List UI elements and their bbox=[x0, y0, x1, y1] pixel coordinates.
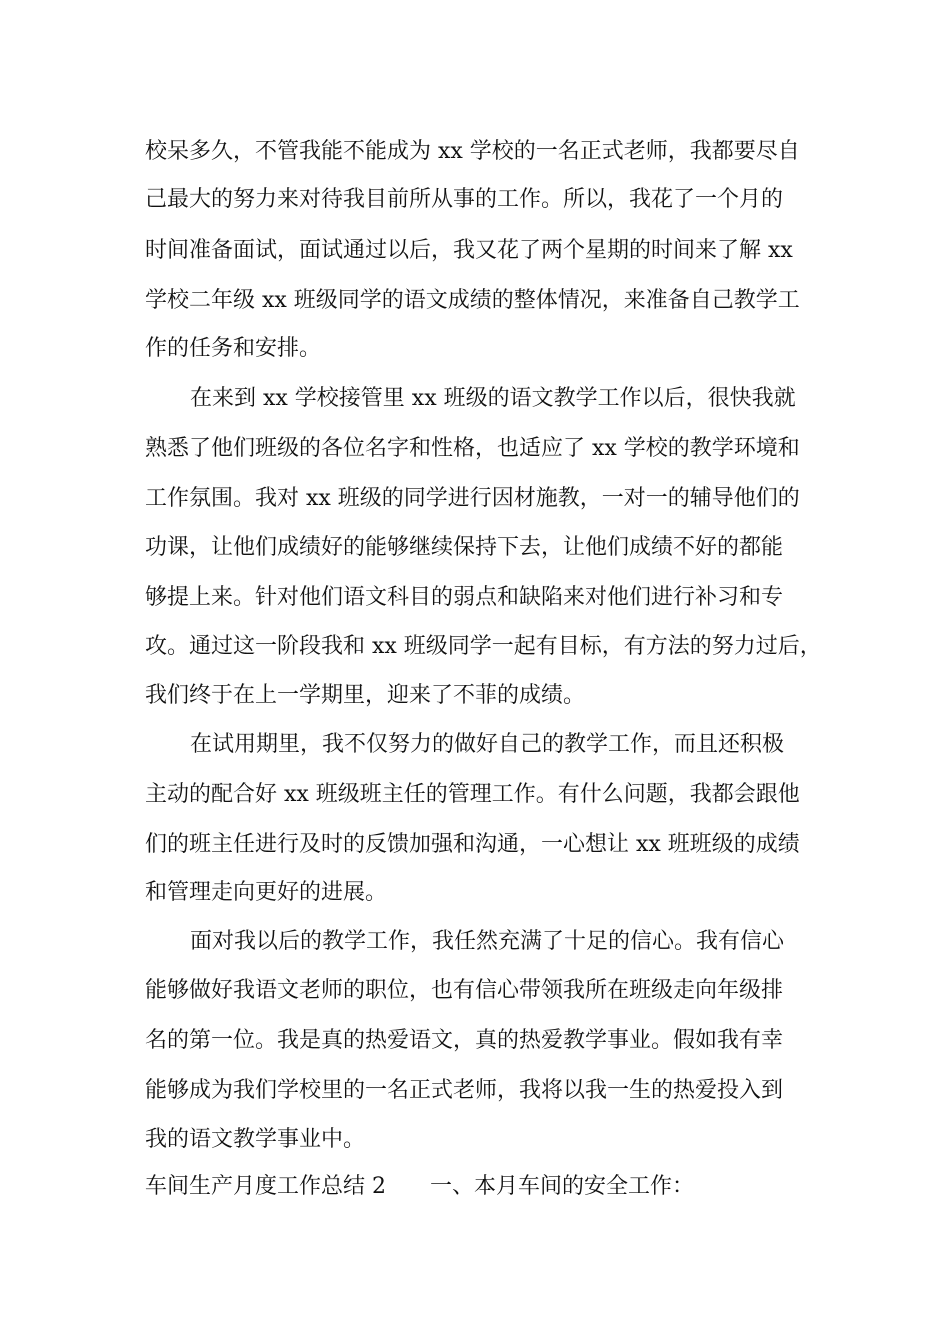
text-line: 攻。通过这一阶段我和 xx 班级同学一起有目标，有方法的努力过后， bbox=[145, 634, 822, 659]
text-line: 名的第一位。我是真的热爱语文，真的热爱教学事业。假如我有幸 bbox=[145, 1028, 784, 1053]
text-line: 够提上来。针对他们语文科目的弱点和缺陷来对他们进行补习和专 bbox=[145, 585, 784, 610]
text-line: 在来到 xx 学校接管里 xx 班级的语文教学工作以后，很快我就 bbox=[190, 386, 796, 411]
text-line: 己最大的努力来对待我目前所从事的工作。所以，我花了一个月的 bbox=[145, 187, 784, 212]
text-line: 能够做好我语文老师的职位，也有信心带领我所在班级走向年级排 bbox=[145, 978, 784, 1003]
text-line: 在试用期里，我不仅努力的做好自己的教学工作，而且还积极 bbox=[190, 732, 785, 757]
text-line: 我们终于在上一学期里，迎来了不菲的成绩。 bbox=[145, 683, 586, 708]
text-line: 主动的配合好 xx 班级班主任的管理工作。有什么问题，我都会跟他 bbox=[145, 782, 800, 807]
text-line: 学校二年级 xx 班级同学的语文成绩的整体情况，来准备自己教学工 bbox=[145, 288, 800, 313]
text-line: 作的任务和安排。 bbox=[145, 336, 322, 361]
text-line: 和管理走向更好的进展。 bbox=[145, 880, 388, 905]
text-line: 时间准备面试，面试通过以后，我又花了两个星期的时间来了解 xx bbox=[145, 238, 793, 263]
text-line: 能够成为我们学校里的一名正式老师，我将以我一生的热爱投入到 bbox=[145, 1078, 784, 1103]
text-line: 工作氛围。我对 xx 班级的同学进行因材施教，一对一的辅导他们的 bbox=[145, 486, 800, 511]
text-line: 功课，让他们成绩好的能够继续保持下去，让他们成绩不好的都能 bbox=[145, 535, 784, 560]
text-line: 熟悉了他们班级的各位名字和性格，也适应了 xx 学校的教学环境和 bbox=[145, 436, 800, 461]
text-line: 校呆多久，不管我能不能成为 xx 学校的一名正式老师，我都要尽自 bbox=[145, 139, 800, 164]
text-line: 们的班主任进行及时的反馈加强和沟通，一心想让 xx 班班级的成绩 bbox=[145, 832, 800, 857]
section-heading: 车间生产月度工作总结 2 一、本月车间的安全工作： bbox=[145, 1174, 694, 1199]
text-line: 面对我以后的教学工作，我任然充满了十足的信心。我有信心 bbox=[190, 929, 785, 954]
text-line: 我的语文教学事业中。 bbox=[145, 1127, 366, 1152]
